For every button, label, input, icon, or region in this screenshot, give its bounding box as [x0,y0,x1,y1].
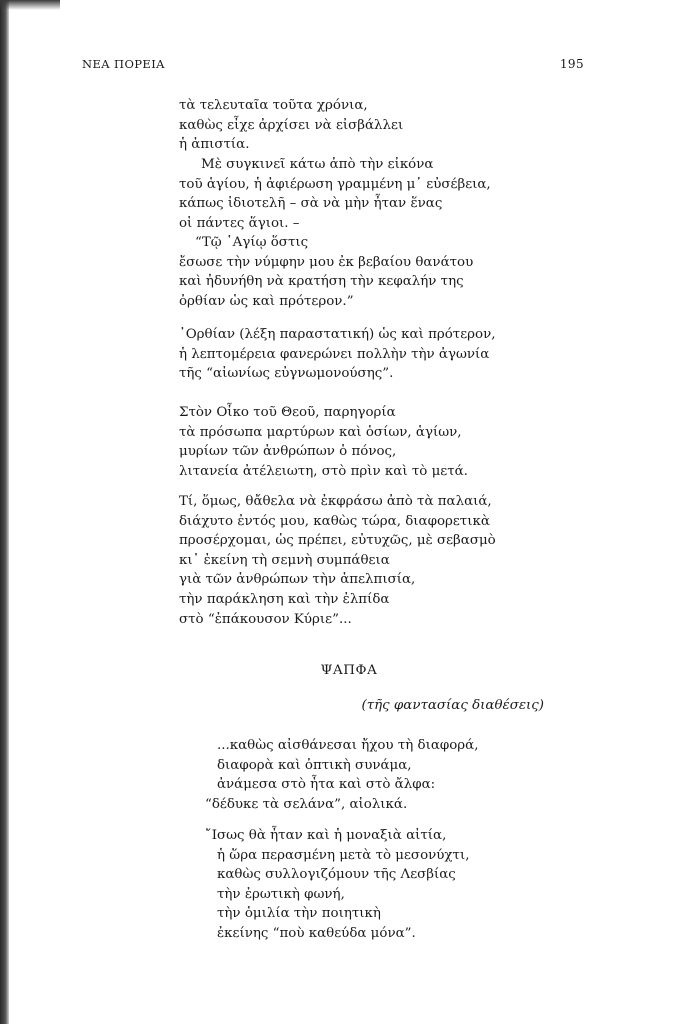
verse-line: ᾽Ορθίαν (λέξη παραστατική) ὡς καὶ πρότερον, [179,327,496,342]
verse-line: ἐκείνης “ποὺ καθεύδα μόνα”. [217,925,416,941]
verse-line: ἀνάμεσα στὸ ἦτα καὶ στὸ ἄλφα: [217,777,436,793]
verse-line: καὶ ἠδυνήθη νὰ κρατήση τὴν κεφαλήν της [179,274,464,290]
verse-line: τὴν παράκληση καὶ τὴν ἐλπίδα [179,591,390,607]
verse-line: καθὼς συλλογιζόμουν τῆς Λεσβίας [217,867,456,883]
poem-title: ΨΑΠΦΑ [320,663,378,678]
verse-line: ...καθὼς αἰσθάνεσαι ἤχου τὴ διαφορά, [217,738,479,753]
verse-line: κάπως ἰδιοτελῆ – σὰ νὰ μὴν ἦταν ἕνας [179,196,443,212]
poem1-stanza2 [179,155,491,233]
verse-line: ὀρθίαν ὡς καὶ πρότερον.” [179,293,354,309]
poem-epigraph: (τῆς φαντασίας διαθέσεις) [361,698,544,713]
poem1-stanza3 [179,233,473,311]
verse-line: ῎Ισως θὰ ἦταν καὶ ἡ μοναξιὰ αἰτία, [205,828,447,843]
poem1-stanza4 [179,325,496,384]
poem1-stanza5 [179,403,468,481]
verse-line: διαφορὰ καὶ ὀπτικὴ συνάμα, [217,757,412,773]
verse-line: γιὰ τῶν ἀνθρώπων τὴν ἀπελπισία, [179,572,416,588]
verse-line: τὰ πρόσωπα μαρτύρων καὶ ὁσίων, ἁγίων, [179,424,462,440]
verse-line: Στὸν Οἶκο τοῦ Θεοῦ, παρηγορία [179,405,396,420]
verse-line: διάχυτο ἐντός μου, καθὼς τώρα, διαφορετικὰ [179,513,490,529]
poem2-stanza1 [205,736,478,814]
verse-line: τοῦ ἁγίου, ἡ ἀφιέρωση γραμμένη μ᾽ εὐσέβεια, [179,176,491,192]
verse-line: στὸ “ἐπάκουσον Κύριε”... [179,611,352,627]
verse-line: Μὲ συγκινεῖ κάτω ἀπὸ τὴν εἰκόνα [201,157,434,172]
verse-line: ἡ ὥρα περασμένη μετὰ τὸ μεσονύχτι, [217,847,470,863]
scan-corner-shadow [0,0,60,10]
poem1-stanza1 [179,96,403,155]
verse-line: “δέδυκε τὰ σελάνα”, αἰολικά. [205,796,408,812]
verse-line: τὰ τελευταῖα τοῦτα χρόνια, [179,98,368,113]
verse-line: οἱ πάντες ἅγιοι. – [179,215,300,231]
poem2-stanza2 [205,826,469,944]
journal-title: ΝΕΑ ΠΟΡΕΙΑ [82,57,165,71]
verse-line: προσέρχομαι, ὡς πρέπει, εὐτυχῶς, μὲ σεβασμὸ [179,533,496,549]
verse-line: τῆς “αἰωνίως εὐγνωμονούσης”. [179,366,394,382]
poem1-stanza6 [179,492,496,629]
verse-line: “Τῷ ῾Αγίῳ ὅστις [195,235,309,250]
verse-line: τὴν ἐρωτικὴ φωνή, [217,886,345,902]
verse-line: λιτανεία ἀτέλειωτη, στὸ πρὶν καὶ τὸ μετά. [179,463,468,479]
verse-line: τὴν ὁμιλία τὴν ποιητικὴ [217,906,381,922]
verse-line: Τί, ὅμως, θἄθελα νὰ ἐκφράσω ἀπὸ τὰ παλαιά, [179,494,492,509]
book-spine-shadow [0,0,9,1024]
verse-line: ἔσωσε τὴν νύμφην μου ἐκ βεβαίου θανάτου [179,254,474,270]
verse-line: καθὼς εἶχε ἀρχίσει νὰ εἰσβάλλει [179,117,404,133]
verse-line: ἡ λεπτομέρεια φανερώνει πολλὴν τὴν ἀγωνία [179,346,490,362]
verse-line: μυρίων τῶν ἀνθρώπων ὁ πόνος, [179,444,397,460]
page-number: 195 [559,57,584,71]
verse-line: κι᾽ ἐκείνη τὴ σεμνὴ συμπάθεια [179,552,390,568]
verse-line: ἡ ἀπιστία. [179,137,250,153]
